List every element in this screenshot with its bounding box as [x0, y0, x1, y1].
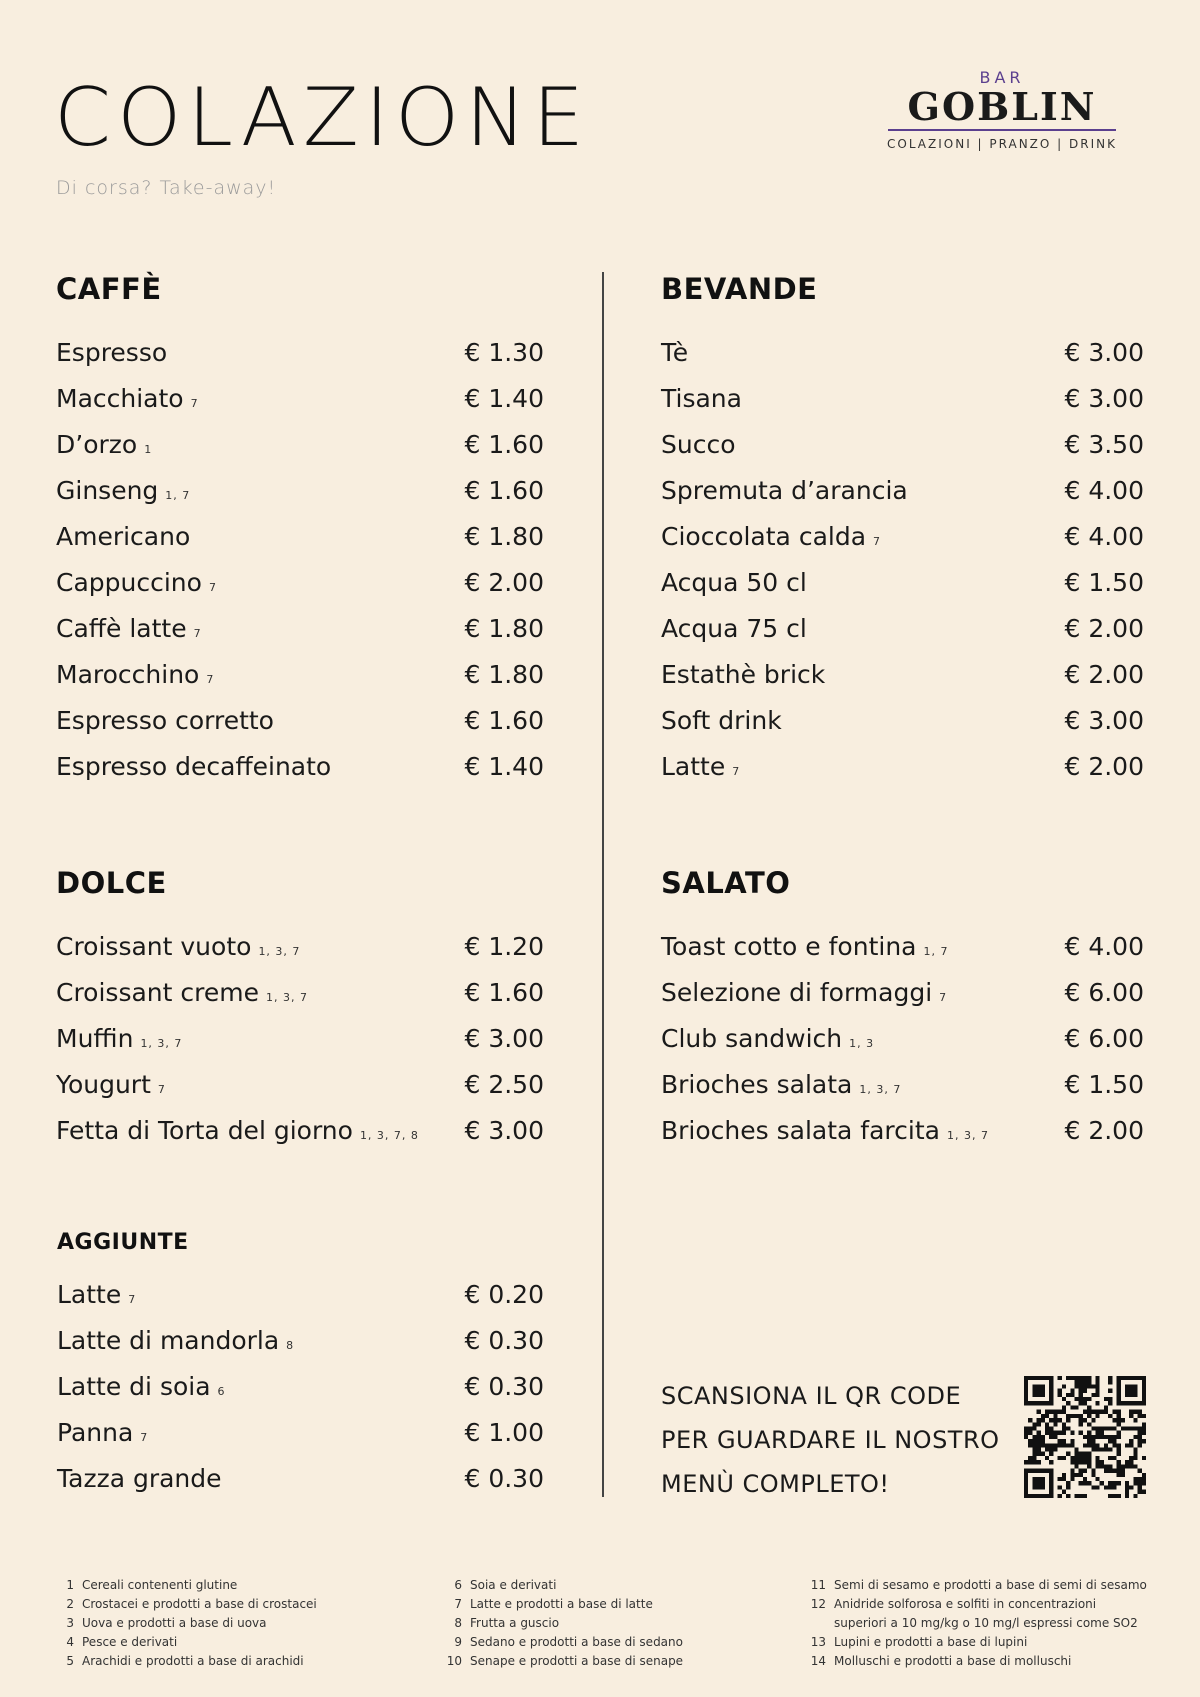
- menu-item-allergens: 7: [193, 627, 202, 640]
- menu-item: [56, 338, 544, 384]
- menu-item-price: € 0.30: [464, 1326, 544, 1355]
- menu-item-price: € 1.40: [464, 752, 544, 781]
- logo-tagline: COLAZIONI | PRANZO | DRINK: [887, 136, 1117, 151]
- footnote-number: 14: [810, 1654, 826, 1668]
- menu-item-label: Espresso decaffeinato: [56, 752, 332, 781]
- menu-item-label: Croissant creme: [56, 978, 259, 1007]
- footnote-line: [444, 1614, 784, 1633]
- footnote-line: [56, 1652, 436, 1671]
- section-caffe: [56, 272, 544, 798]
- menu-item-allergens: 7: [873, 535, 882, 548]
- menu-item-price: € 6.00: [1064, 1024, 1144, 1053]
- menu-item: [56, 1116, 544, 1162]
- menu-item-price: € 1.00: [464, 1418, 544, 1447]
- footnote-number: 4: [66, 1635, 74, 1649]
- menu-item-name: [661, 932, 948, 961]
- section-dolce: [56, 866, 544, 1162]
- menu-item-price: € 4.00: [1064, 932, 1144, 961]
- menu-item-label: Marocchino: [56, 660, 200, 689]
- menu-item-price: € 0.20: [464, 1280, 544, 1309]
- menu-item-name: [661, 706, 782, 735]
- footnote-number: 11: [810, 1578, 826, 1592]
- menu-item-name: [661, 384, 742, 413]
- menu-item: [56, 384, 544, 430]
- menu-item-allergens: 1, 7: [923, 945, 949, 958]
- menu-item-price: € 1.80: [464, 614, 544, 643]
- menu-item: [56, 430, 544, 476]
- menu-item-name: [56, 522, 190, 551]
- menu-item: [57, 1280, 544, 1326]
- menu-item-name: [661, 660, 825, 689]
- allergen-footnotes-col1: [56, 1576, 436, 1671]
- footnote-number: 13: [810, 1635, 826, 1649]
- menu-item: [57, 1372, 544, 1418]
- menu-item-price: € 1.60: [464, 476, 544, 505]
- footnote-line: [444, 1633, 784, 1652]
- menu-item: [661, 706, 1144, 752]
- menu-item-name: [661, 568, 807, 597]
- menu-item-price: € 1.60: [464, 706, 544, 735]
- logo-name: GOBLIN: [907, 84, 1097, 129]
- menu-item-allergens: 7: [157, 1083, 166, 1096]
- menu-item-price: € 1.60: [464, 978, 544, 1007]
- menu-item-label: Espresso corretto: [56, 706, 274, 735]
- menu-item-label: Spremuta d’arancia: [661, 476, 908, 505]
- menu-item-price: € 1.50: [1064, 1070, 1144, 1099]
- section-title: BEVANDE: [661, 272, 818, 306]
- footnote-text: Uova e prodotti a base di uova: [82, 1616, 267, 1630]
- footnote-text: Lupini e prodotti a base di lupini: [834, 1635, 1028, 1649]
- menu-item-name: [57, 1372, 226, 1401]
- menu-item-name: [56, 706, 274, 735]
- logo-underline: [888, 129, 1116, 131]
- footnote-number: 7: [454, 1597, 462, 1611]
- menu-item-price: € 3.00: [1064, 338, 1144, 367]
- menu-item-label: Caffè latte: [56, 614, 187, 643]
- page-subtitle: Di corsa? Take-away!: [56, 177, 277, 199]
- menu-item-allergens: 1, 3, 7: [140, 1037, 183, 1050]
- menu-item-label: Club sandwich: [661, 1024, 843, 1053]
- footnote-line: [808, 1576, 1200, 1595]
- menu-item-name: [56, 932, 300, 961]
- menu-item-price: € 2.00: [1064, 614, 1144, 643]
- menu-item-label: Toast cotto e fontina: [661, 932, 917, 961]
- footnote-text: Anidride solforosa e solfiti in concentrazioni: [834, 1597, 1097, 1611]
- menu-item-label: Selezione di formaggi: [661, 978, 933, 1007]
- menu-item: [56, 614, 544, 660]
- menu-item: [56, 752, 544, 798]
- menu-item: [56, 706, 544, 752]
- menu-item-price: € 3.00: [464, 1024, 544, 1053]
- footnote-text: Senape e prodotti a base di senape: [470, 1654, 684, 1668]
- allergen-footnotes-col3: [808, 1576, 1200, 1671]
- qr-caption-line: SCANSIONA IL QR CODE: [661, 1382, 962, 1410]
- menu-item-price: € 2.00: [1064, 752, 1144, 781]
- footnote-text: Frutta a guscio: [470, 1616, 560, 1630]
- menu-item-name: [661, 1070, 901, 1099]
- footnote-number: 2: [66, 1597, 74, 1611]
- menu-item-label: Panna: [57, 1418, 134, 1447]
- section-title: CAFFÈ: [56, 272, 162, 306]
- menu-item-label: Ginseng: [56, 476, 159, 505]
- menu-item-label: Cappuccino: [56, 568, 202, 597]
- menu-item: [661, 660, 1144, 706]
- menu-item-label: Latte: [57, 1280, 122, 1309]
- menu-item: [661, 522, 1144, 568]
- menu-item: [661, 476, 1144, 522]
- footnote-line: [56, 1576, 436, 1595]
- footnote-text: Semi di sesamo e prodotti a base di semi di sesamo: [834, 1578, 1147, 1592]
- menu-item-price: € 3.00: [464, 1116, 544, 1145]
- menu-item-price: € 4.00: [1064, 476, 1144, 505]
- menu-item-price: € 1.80: [464, 522, 544, 551]
- menu-item-price: € 1.20: [464, 932, 544, 961]
- menu-item-label: Acqua 75 cl: [661, 614, 807, 643]
- qr-code-icon[interactable]: [1024, 1376, 1146, 1498]
- menu-item-name: [57, 1280, 136, 1309]
- menu-item: [661, 752, 1144, 798]
- menu-item-name: [57, 1326, 294, 1355]
- menu-item-label: Tisana: [661, 384, 742, 413]
- menu-item: [57, 1464, 544, 1510]
- menu-item-label: Brioches salata: [661, 1070, 853, 1099]
- menu-item-price: € 1.40: [464, 384, 544, 413]
- menu-item: [661, 338, 1144, 384]
- menu-item: [56, 932, 544, 978]
- menu-item-allergens: 1, 3: [849, 1037, 875, 1050]
- footnote-line: [444, 1576, 784, 1595]
- menu-item-label: Succo: [661, 430, 736, 459]
- menu-item-name: [661, 1024, 874, 1053]
- menu-item-allergens: 7: [208, 581, 217, 594]
- menu-item: [661, 568, 1144, 614]
- menu-item-name: [661, 476, 908, 505]
- menu-item-allergens: 7: [190, 397, 199, 410]
- menu-item-label: Estathè brick: [661, 660, 826, 689]
- menu-item-label: Muffin: [56, 1024, 134, 1053]
- menu-item-name: [56, 752, 331, 781]
- menu-item-name: [57, 1418, 148, 1447]
- menu-item-label: Soft drink: [661, 706, 782, 735]
- menu-item-label: Cioccolata calda: [661, 522, 867, 551]
- section-title: AGGIUNTE: [57, 1230, 189, 1255]
- qr-caption-line: PER GUARDARE IL NOSTRO: [661, 1426, 1000, 1454]
- menu-item: [661, 1116, 1144, 1162]
- menu-item-price: € 0.30: [464, 1372, 544, 1401]
- menu-item-price: € 1.30: [464, 338, 544, 367]
- menu-item-label: Macchiato: [56, 384, 184, 413]
- footnote-number: [808, 1614, 826, 1633]
- menu-item-name: [56, 978, 308, 1007]
- menu-item-price: € 0.30: [464, 1464, 544, 1493]
- menu-item: [56, 660, 544, 706]
- menu-item-price: € 1.60: [464, 430, 544, 459]
- menu-item-allergens: 1, 3, 7: [859, 1083, 902, 1096]
- menu-item-price: € 1.80: [464, 660, 544, 689]
- footnote-text: Pesce e derivati: [82, 1635, 178, 1649]
- menu-item-name: [661, 752, 740, 781]
- menu-item-name: [56, 384, 199, 413]
- menu-item-name: [56, 568, 217, 597]
- menu-item-name: [56, 1070, 166, 1099]
- menu-item-label: Yougurt: [56, 1070, 151, 1099]
- footnote-number: 9: [454, 1635, 462, 1649]
- footnote-line: [56, 1595, 436, 1614]
- menu-item-allergens: 1: [144, 443, 153, 456]
- menu-item: [56, 568, 544, 614]
- menu-item-allergens: 1, 7: [165, 489, 191, 502]
- footnote-line: [56, 1633, 436, 1652]
- logo: [882, 68, 1122, 151]
- page-title: COLAZIONE: [54, 71, 591, 164]
- section-title: SALATO: [661, 866, 791, 900]
- menu-item-label: D’orzo: [56, 430, 138, 459]
- section-aggiunte: [57, 1230, 544, 1510]
- menu-item-name: [56, 660, 214, 689]
- menu-item-price: € 3.50: [1064, 430, 1144, 459]
- menu-item-allergens: 7: [140, 1431, 149, 1444]
- column-divider: [602, 272, 604, 1497]
- menu-item-label: Latte di mandorla: [57, 1326, 280, 1355]
- menu-item: [661, 614, 1144, 660]
- menu-item-name: [56, 338, 167, 367]
- menu-item-allergens: 1, 3, 7: [258, 945, 301, 958]
- footnote-number: 1: [66, 1578, 74, 1592]
- menu-item-price: € 3.00: [1064, 384, 1144, 413]
- menu-item-name: [661, 522, 881, 551]
- menu-item-label: Latte di soia: [57, 1372, 211, 1401]
- menu-item-name: [661, 978, 947, 1007]
- footnote-line: [808, 1614, 1200, 1633]
- menu-item-label: Latte: [661, 752, 726, 781]
- menu-item-allergens: 7: [939, 991, 948, 1004]
- menu-item-allergens: 7: [732, 765, 741, 778]
- menu-item-name: [56, 1024, 182, 1053]
- menu-item-label: Fetta di Torta del giorno: [56, 1116, 353, 1145]
- menu-item-label: Tè: [661, 338, 689, 367]
- menu-item-label: Americano: [56, 522, 191, 551]
- menu-item-price: € 2.00: [1064, 660, 1144, 689]
- footnote-text: Sedano e prodotti a base di sedano: [470, 1635, 683, 1649]
- footnote-number: 5: [66, 1654, 74, 1668]
- section-bevande: [661, 272, 1144, 798]
- menu-item-name: [57, 1464, 222, 1493]
- menu-item: [56, 1024, 544, 1070]
- menu-item: [57, 1326, 544, 1372]
- menu-item-allergens: 7: [128, 1293, 137, 1306]
- footnote-line: [808, 1652, 1200, 1671]
- menu-item-price: € 1.50: [1064, 568, 1144, 597]
- section-title: DOLCE: [56, 866, 167, 900]
- menu-item-name: [56, 1116, 419, 1145]
- footnote-line: [444, 1595, 784, 1614]
- menu-item-name: [56, 430, 152, 459]
- menu-item-price: € 2.00: [464, 568, 544, 597]
- menu-item-allergens: 8: [286, 1339, 295, 1352]
- menu-item: [661, 1070, 1144, 1116]
- menu-item-label: Acqua 50 cl: [661, 568, 807, 597]
- footnote-text: superiori a 10 mg/kg o 10 mg/l espressi come SO2: [834, 1616, 1138, 1630]
- menu-item-name: [661, 430, 736, 459]
- footnote-text: Soia e derivati: [470, 1578, 557, 1592]
- menu-item-name: [56, 614, 202, 643]
- footnote-text: Latte e prodotti a base di latte: [470, 1597, 653, 1611]
- menu-item-label: Croissant vuoto: [56, 932, 252, 961]
- footnote-line: [56, 1614, 436, 1633]
- menu-item-name: [661, 1116, 989, 1145]
- menu-item: [661, 384, 1144, 430]
- menu-item-price: € 3.00: [1064, 706, 1144, 735]
- footnote-text: Cereali contenenti glutine: [82, 1578, 238, 1592]
- menu-item-allergens: 6: [217, 1385, 226, 1398]
- menu-item-name: [56, 476, 190, 505]
- footnote-line: [808, 1595, 1200, 1614]
- footnote-number: 8: [454, 1616, 462, 1630]
- menu-item-price: € 4.00: [1064, 522, 1144, 551]
- footnote-line: [808, 1633, 1200, 1652]
- footnote-line: [444, 1652, 784, 1671]
- menu-item-label: Espresso: [56, 338, 168, 367]
- allergen-footnotes-col2: [444, 1576, 784, 1671]
- qr-caption-line: MENÙ COMPLETO!: [661, 1470, 890, 1498]
- menu-item-allergens: 7: [206, 673, 215, 686]
- menu-item: [56, 476, 544, 522]
- menu-item: [56, 1070, 544, 1116]
- menu-item-label: Tazza grande: [57, 1464, 222, 1493]
- menu-item-price: € 2.50: [464, 1070, 544, 1099]
- footnote-number: 6: [454, 1578, 462, 1592]
- footnote-text: Molluschi e prodotti a base di molluschi: [834, 1654, 1072, 1668]
- footnote-text: Arachidi e prodotti a base di arachidi: [82, 1654, 304, 1668]
- menu-item-label: Brioches salata farcita: [661, 1116, 940, 1145]
- footnote-number: 12: [810, 1597, 826, 1611]
- menu-item-name: [661, 614, 807, 643]
- menu-item-allergens: 1, 3, 7, 8: [359, 1129, 419, 1142]
- footnote-number: 10: [446, 1654, 462, 1668]
- menu-item: [56, 978, 544, 1024]
- section-salato: [661, 866, 1144, 1162]
- menu-item: [57, 1418, 544, 1464]
- footnote-text: Crostacei e prodotti a base di crostacei: [82, 1597, 317, 1611]
- menu-item-allergens: 1, 3, 7: [265, 991, 308, 1004]
- logo-bar-text: BAR: [979, 68, 1025, 87]
- menu-item-name: [661, 338, 688, 367]
- menu-item: [661, 932, 1144, 978]
- menu-item: [661, 430, 1144, 476]
- footnote-number: 3: [66, 1616, 74, 1630]
- menu-item: [661, 1024, 1144, 1070]
- menu-item: [56, 522, 544, 568]
- menu-item-price: € 6.00: [1064, 978, 1144, 1007]
- qr-caption: [661, 1374, 1000, 1506]
- menu-item-price: € 2.00: [1064, 1116, 1144, 1145]
- menu-item: [661, 978, 1144, 1024]
- menu-item-allergens: 1, 3, 7: [946, 1129, 989, 1142]
